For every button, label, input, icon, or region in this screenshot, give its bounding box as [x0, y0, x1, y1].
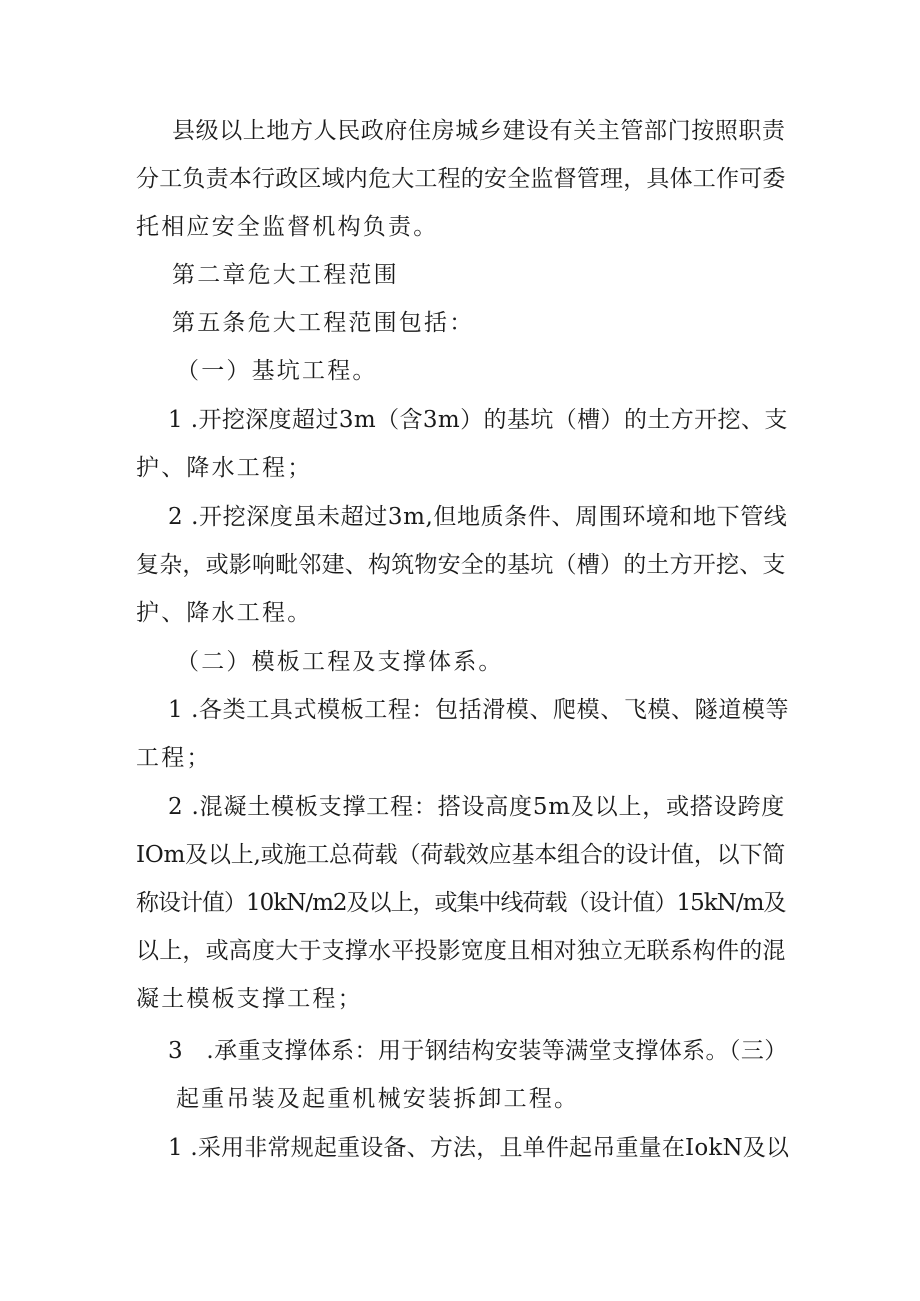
- list-item-line: 2 .混凝土模板支撑工程：搭设高度5m及以上，或搭设跨度: [168, 794, 786, 820]
- list-item-line: 以上，或高度大于支撑水平投影宽度且相对独立无联系构件的混: [136, 938, 786, 964]
- list-item-line: 2 .开挖深度虽未超过3m,但地质条件、周围环境和地下管线: [168, 504, 788, 530]
- article-heading: 第五条危大工程范围包括：: [172, 310, 475, 336]
- list-item-line: 1 .采用非常规起重设备、方法，且单件起吊重量在IokN及以: [168, 1135, 790, 1161]
- section-heading: （一）基坑工程。: [176, 358, 378, 384]
- paragraph-line: 托相应安全监督机构负责。: [136, 214, 439, 240]
- list-item-line: IOm及以上,或施工总荷载（荷载效应基本组合的设计值，以下简: [136, 842, 786, 868]
- chapter-heading: 第二章危大工程范围: [172, 262, 399, 288]
- list-item-line: 工程；: [136, 745, 212, 771]
- section-heading: （二）模板工程及支撑体系。: [176, 649, 504, 675]
- list-item-line: 1 .各类工具式模板工程：包括滑模、爬模、飞模、隧道模等: [168, 697, 790, 723]
- list-item-line: 3 .承重支撑体系：用于钢结构安装等满堂支撑体系。（三）: [168, 1038, 788, 1064]
- list-item-line: 1 .开挖深度超过3m（含3m）的基坑（槽）的土方开挖、支: [168, 407, 788, 433]
- paragraph-line: 分工负责本行政区域内危大工程的安全监督管理，具体工作可委: [136, 166, 786, 192]
- list-item-line: 复杂，或影响毗邻建、构筑物安全的基坑（槽）的土方开挖、支: [136, 552, 786, 578]
- list-item-line: 护、降水工程。: [136, 600, 313, 626]
- paragraph-line: 县级以上地方人民政府住房城乡建设有关主管部门按照职责: [172, 118, 786, 144]
- list-item-line: 凝土模板支撑工程；: [136, 986, 363, 1012]
- list-item-line: 称设计值）10kN∕m2及以上，或集中线荷载（设计值）15kN∕m及: [136, 890, 786, 916]
- list-item-line: 护、降水工程；: [136, 455, 313, 481]
- section-heading: 起重吊装及起重机械安装拆卸工程。: [176, 1086, 580, 1112]
